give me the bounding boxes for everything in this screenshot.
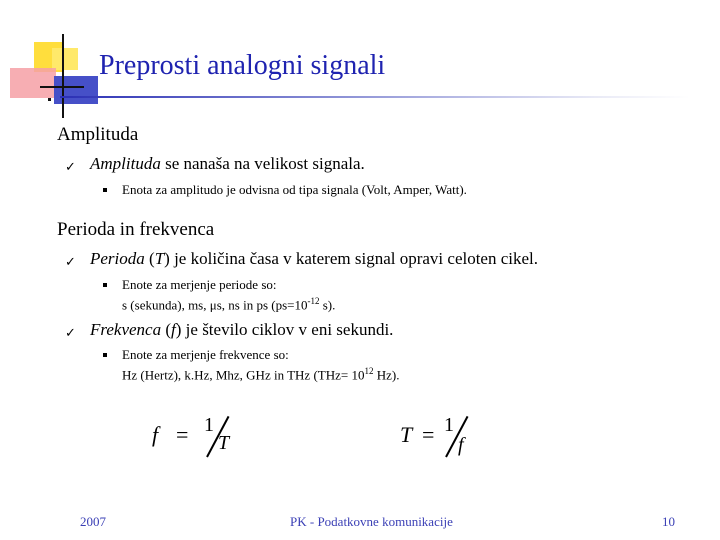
- text-fragment: Hz).: [373, 367, 400, 383]
- logo-graphic: [0, 0, 110, 110]
- title-divider: [60, 96, 690, 98]
- bullet-frekvenca-text: ) je število ciklov v eni sekundi.: [175, 320, 394, 339]
- footer-course: PK - Podatkovne komunikacije: [290, 514, 453, 529]
- sub-perioda-line2: [122, 293, 335, 313]
- checkmark-icon: ✓: [65, 159, 76, 174]
- term-frekvenca: Frekvenca: [90, 320, 162, 339]
- var-T: T: [154, 249, 165, 268]
- sub-perioda-line1: Enote za merjenje periode so:: [122, 277, 277, 292]
- formula-frequency: [152, 414, 242, 460]
- checkmark-icon: ✓: [65, 325, 76, 340]
- formula-numerator: 1: [204, 414, 214, 436]
- footer-year: 2007: [80, 514, 106, 529]
- sub-frekvenca-line1: Enote za merjenje frekvence so:: [122, 347, 289, 362]
- heading-perioda-frekvenca: Perioda in frekvenca: [57, 219, 215, 240]
- text-fragment: Hz (Hertz), k.Hz, Mhz, GHz in THz (THz= 10: [122, 367, 365, 383]
- sub-perioda-units: [122, 276, 335, 313]
- footer-page-number: 10: [662, 514, 675, 529]
- formula-equals: =: [176, 422, 189, 447]
- formula-lhs: T: [400, 422, 413, 447]
- mu-symbol: μ: [209, 297, 217, 313]
- sub-frekvenca-units: [122, 346, 399, 383]
- exponent: -12: [307, 296, 320, 306]
- bullet-frekvenca: [90, 320, 393, 340]
- square-bullet-icon: [103, 188, 107, 192]
- square-bullet-icon: [103, 283, 107, 287]
- bullet-perioda-text: ) je količina časa v katerem signal opravi celoten cikel.: [164, 249, 539, 268]
- formula-denominator: T: [218, 432, 230, 454]
- paren-open: (: [161, 320, 172, 339]
- bullet-amplituda: [90, 154, 365, 174]
- text-fragment: s (sekunda), ms,: [122, 297, 210, 313]
- var-f: f: [171, 320, 176, 339]
- paren-open: (: [144, 249, 155, 268]
- term-perioda: Perioda: [90, 249, 145, 268]
- term-amplituda: Amplituda: [90, 154, 161, 173]
- formula-numerator: 1: [444, 414, 454, 436]
- formula-denominator: f: [458, 434, 464, 456]
- text-fragment: s, ns in ps (ps=10: [216, 297, 308, 313]
- formula-lhs: f: [152, 422, 159, 447]
- bullet-perioda: [90, 249, 538, 269]
- slide-title: Preprosti analogni signali: [99, 50, 386, 81]
- sub-frekvenca-line2: [122, 363, 399, 383]
- text-fragment: s).: [319, 297, 336, 313]
- exponent: 12: [364, 366, 374, 376]
- square-bullet-icon: [103, 353, 107, 357]
- heading-amplituda: Amplituda: [57, 124, 139, 145]
- formula-equals: =: [422, 422, 435, 447]
- bullet-amplituda-text: se nanaša na velikost signala.: [160, 154, 365, 173]
- checkmark-icon: ✓: [65, 254, 76, 269]
- formula-period: [400, 414, 490, 460]
- sub-amplituda-unit: Enota za amplitudo je odvisna od tipa signala (Volt, Amper, Watt).: [122, 182, 467, 197]
